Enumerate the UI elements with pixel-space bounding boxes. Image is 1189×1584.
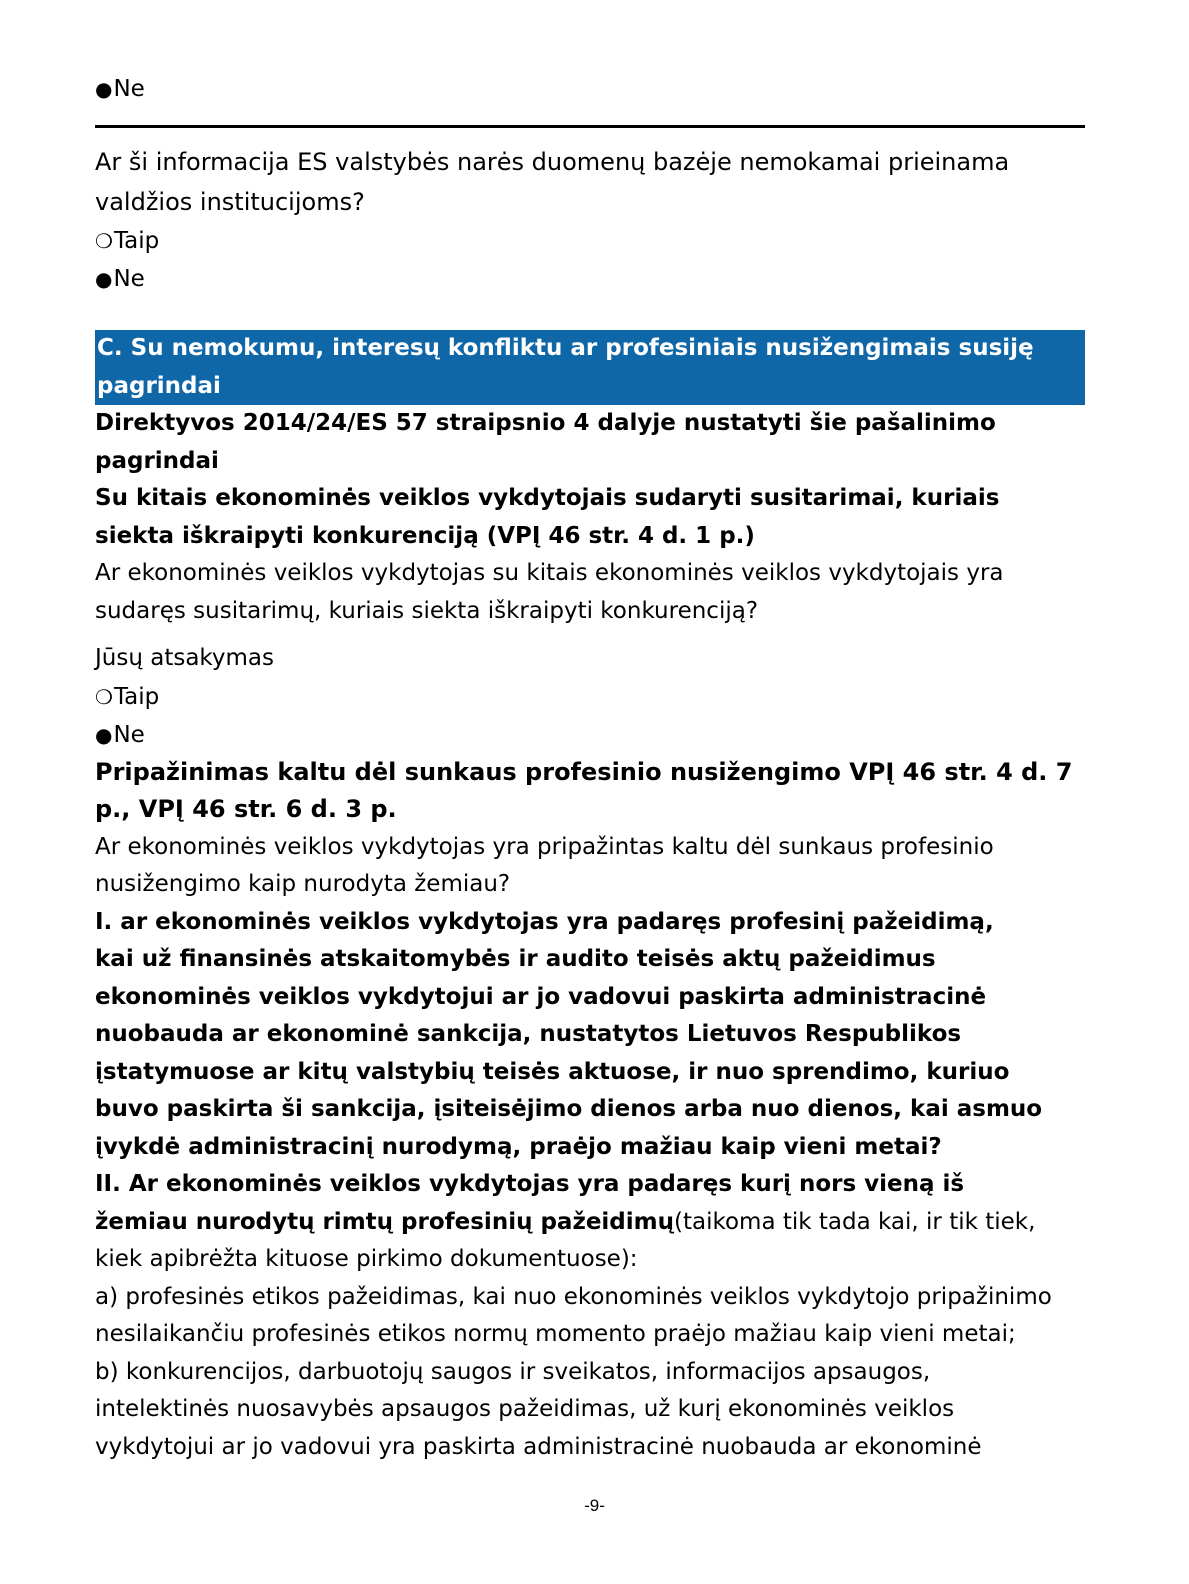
point-1-line: kai už finansinės atskaitomybės ir audito teisės aktų pažeidimus [95,946,936,972]
question-free-access [95,142,1085,222]
radio-option-ne[interactable] [95,70,1085,108]
point-1-line: ekonominės veiklos vykdytojui ar jo vadovui paskirta administracinė [95,983,987,1010]
option-label: Taip [113,228,160,254]
misconduct-question: nusižengimo kaip nurodyta žemiau? [95,871,511,897]
misconduct-heading: Pripažinimas kaltu dėl sunkaus profesinio nusižengimo VPĮ 46 str. 4 d. 7 [95,757,1073,786]
item-a-line: nesilaikančiu profesinės etikos normų momento praėjo mažiau kaip vieni metai; [95,1321,1016,1347]
radio-option-taip[interactable] [95,678,1085,716]
directive-heading [95,405,1085,480]
point-2-normal-text: (taikoma tik tada kai, ir tik tiek, [674,1208,1036,1235]
radio-option-ne[interactable] [95,260,1085,298]
item-b-line: b) konkurencijos, darbuotojų saugos ir sveikatos, informacijos apsaugos, [95,1358,931,1385]
question-line: Ar ši informacija ES valstybės narės duomenų bazėje nemokamai prieinama [95,148,1010,176]
agreements-question: Ar ekonominės veiklos vykdytojas su kitais ekonominės veiklos vykdytojais yra [95,560,1004,586]
item-a-line: a) profesinės etikos pažeidimas, kai nuo ekonominės veiklos vykdytojo pripažinimo [95,1283,1052,1310]
point-2-line [95,1204,1085,1242]
empty-circle-icon: ❍ [95,229,113,253]
agreements-block [95,480,1085,754]
radio-option-taip[interactable] [95,222,1085,260]
item-b-line: vykdytojui ar jo vadovui yra paskirta administracinė nuobauda ar ekonominė [95,1433,982,1460]
option-label: Taip [113,683,160,710]
option-label: Ne [113,266,145,292]
point-1-line: buvo paskirta ši sankcija, įsiteisėjimo dienos arba nuo dienos, kai asmuo [95,1096,1043,1122]
question-line: valdžios institucijoms? [95,188,365,216]
document-page [95,70,1085,1466]
point-1-line: I. ar ekonominės veiklos vykdytojas yra padaręs profesinį pažeidimą, [95,908,994,935]
heading-line: pagrindai [95,447,219,474]
answer-label: Jūsų atsakymas [95,645,275,671]
radio-option-ne[interactable] [95,716,1085,754]
section-c-header [95,330,1085,405]
divider [95,125,1085,128]
option-label: Ne [113,721,145,748]
point-1-line: įstatymuose ar kitų valstybių teisės aktuose, ir nuo sprendimo, kuriuo [95,1058,1010,1085]
filled-circle-icon: ● [95,77,113,101]
option-label: Ne [113,76,145,102]
agreements-heading: Su kitais ekonominės veiklos vykdytojais sudaryti susitarimai, kuriais [95,485,1000,511]
section-title-line: C. Su nemokumu, interesų konfliktu ar profesiniais nusižengimais susiję [97,335,1034,361]
misconduct-heading: p., VPĮ 46 str. 6 d. 3 p. [95,795,397,823]
misconduct-block [95,754,1085,1467]
empty-circle-icon: ❍ [95,684,113,709]
page-number: -9- [584,1496,605,1515]
filled-circle-icon: ● [95,722,113,747]
point-2-bold-text: žemiau nurodytų rimtų profesinių pažeidimų [95,1208,674,1235]
heading-line: Direktyvos 2014/24/ES 57 straipsnio 4 dalyje nustatyti šie pašalinimo [95,410,996,436]
point-2-line: II. Ar ekonominės veiklos vykdytojas yra padaręs kurį nors vieną iš [95,1171,965,1197]
point-2-line: kiek apibrėžta kituose pirkimo dokumentuose): [95,1246,638,1272]
item-b-line: intelektinės nuosavybės apsaugos pažeidimas, už kurį ekonominės veiklos [95,1396,955,1422]
filled-circle-icon: ● [95,267,113,291]
agreements-question: sudaręs susitarimų, kuriais siekta iškraipyti konkurenciją? [95,597,759,624]
point-1-line: nuobauda ar ekonominė sankcija, nustatytos Lietuvos Respublikos [95,1021,962,1047]
section-title-line: pagrindai [97,372,221,399]
agreements-heading: siekta iškraipyti konkurenciją (VPĮ 46 str. 4 d. 1 p.) [95,522,755,549]
misconduct-question: Ar ekonominės veiklos vykdytojas yra pripažintas kaltu dėl sunkaus profesinio [95,833,994,860]
point-1-line: įvykdė administracinį nurodymą, praėjo mažiau kaip vieni metai? [95,1133,942,1160]
